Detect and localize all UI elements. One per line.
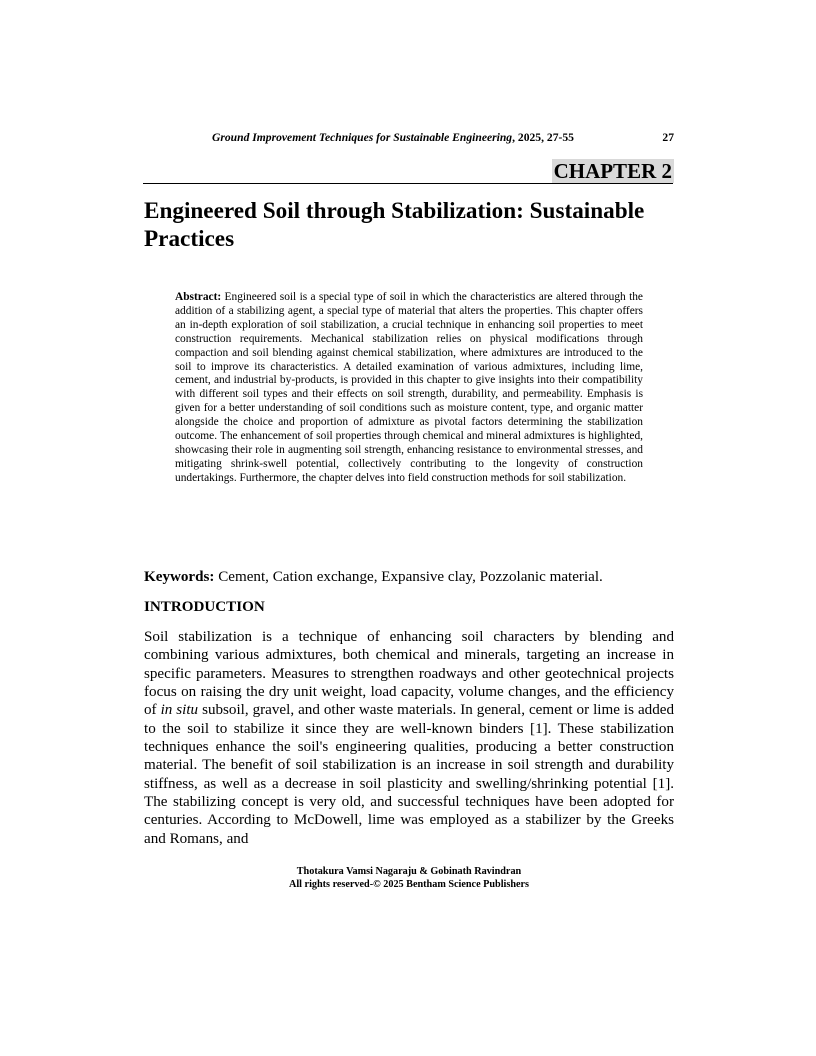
journal-title: Ground Improvement Techniques for Sustainable Engineering [212,131,513,144]
introduction-paragraph [144,628,674,848]
header-rule [143,183,673,184]
footer-rights: All rights reserved-© 2025 Bentham Science Publishers [288,878,530,890]
abstract [175,291,643,486]
intro-text-part1: Soil stabilization is a technique of enhancing soil characters by blending and combining various admixtures, both chemical and minerals, targeting an increase in specific parameters. Measures to strengthen roadways and other geotechnical projects focus on raising the dry unit weight, load capacity, volume changes, and the efficiency of [144,629,674,719]
abstract-text: Engineered soil is a special type of soil in which the characteristics are altered through the addition of a stabilizing agent, a special type of material that alters the properties. This chapter offers an in-depth exploration of soil stabilization, a crucial technique in enhancing soil properties to meet construction requirements. Mechanical stabilization relies on physical modifications through compaction and soil blending against chemical stabilization, where admixtures are introduced to the soil to improve its characteristics. A detailed examination of various admixtures, including lime, cement, and industrial by-products, is provided in this chapter to give insights into their compatibility with different soil types and their effects on soil strength, durability, and permeability. Emphasis is given for a better understanding of soil conditions such as moisture content, type, and organic matter alongside the choice and proportion of admixture as pivotal factors determining the stabilization outcome. The enhancement of soil properties through chemical and mineral admixtures is highlighted, showcasing their role in augmenting soil strength, enhancing resistance to environmental stresses, and mitigating shrink-swell potential, collectively contributing to the longevity of construction undertakings. Furthermore, the chapter delves into field construction methods for soil stabilization. [175,291,643,484]
keywords [144,567,674,587]
abstract-label: Abstract: [175,291,222,303]
footer-authors: Thotakura Vamsi Nagaraju & Gobinath Ravindran [296,866,522,877]
running-header [212,131,674,144]
keywords-label: Keywords: [144,569,215,585]
chapter-title: Engineered Soil through Stabilization: Sustainable Practices [144,198,645,252]
intro-text-part2: subsoil, gravel, and other waste materials. In general, cement or lime is added to the soil to stabilize it since they are well-known binders [1]. These stabilization techniques enhance the soil's engineering qualities, producing a better construction material. The benefit of soil stabilization is an increase in soil strength and durability stiffness, as well as a decrease in soil plasticity and swelling/shrinking potential [1]. The stabilizing concept is very old, and successful techniques have been adopted for centuries. According to McDowell, lime was employed as a stabilizer by the Greeks and Romans, and [144,702,674,847]
keywords-text: Cement, Cation exchange, Expansive clay, Pozzolanic material. [214,569,603,585]
journal-citation: , 2025, 27-55 [512,131,574,144]
chapter-label: CHAPTER 2 [553,159,672,183]
page-number: 27 [662,131,674,144]
section-heading-introduction: INTRODUCTION [144,599,265,615]
intro-italic-term: in situ [160,702,199,719]
page-footer [144,866,674,891]
